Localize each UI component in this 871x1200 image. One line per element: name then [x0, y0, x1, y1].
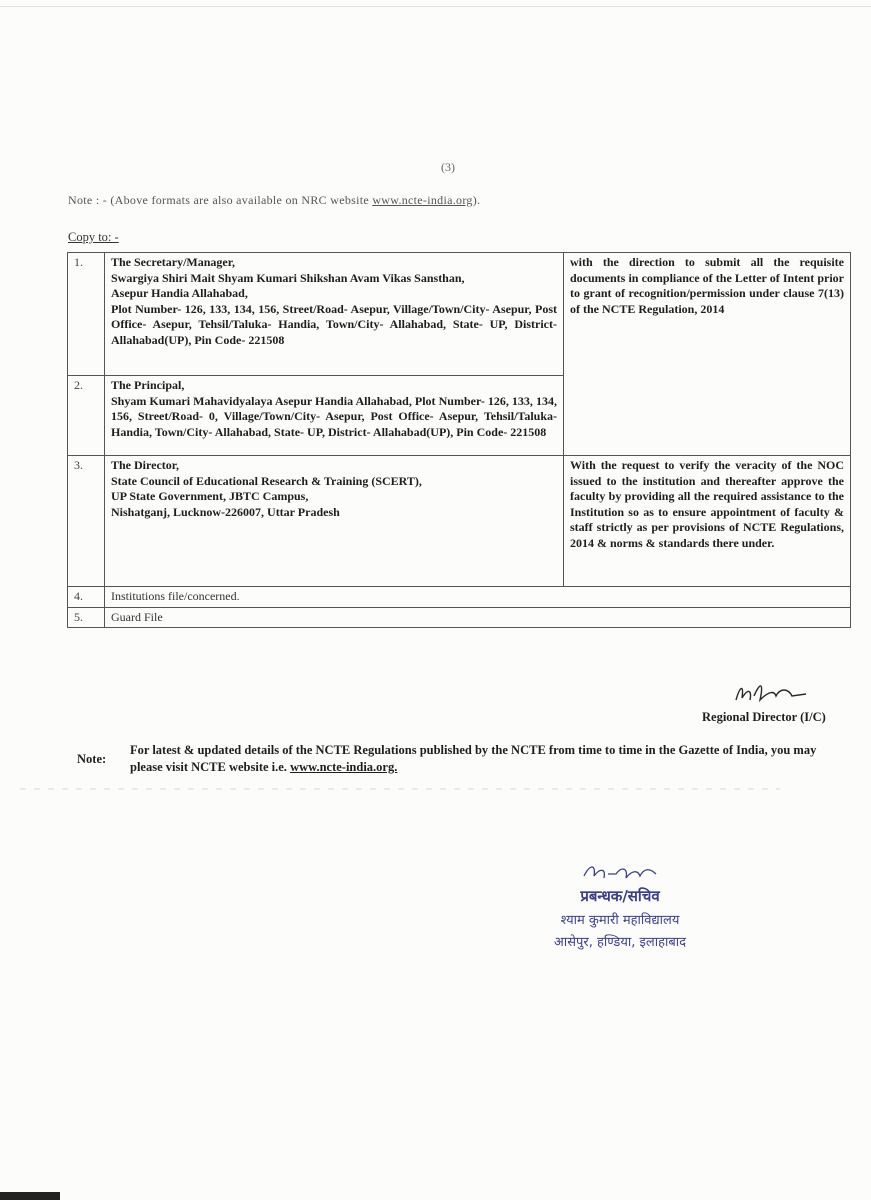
institution-stamp: [520, 860, 720, 950]
recipient-line: Asepur Handia Allahabad,: [111, 286, 248, 301]
stamp-designation: प्रबन्धक/सचिव: [580, 887, 660, 905]
row-number: 2.: [68, 376, 105, 456]
recipient-text: Guard File: [105, 607, 851, 628]
table-row: [68, 607, 851, 628]
handwritten-signature: [730, 678, 810, 708]
table-row: [68, 587, 851, 608]
table-row: [68, 253, 851, 376]
recipient-line: The Secretary/Manager,: [111, 255, 235, 269]
row-number: 5.: [68, 607, 105, 628]
regulations-note: [130, 742, 850, 776]
stamp-address: आसेपुर, हण्डिया, इलाहाबाद: [553, 935, 687, 950]
recipient-line: The Principal,: [111, 378, 185, 392]
recipient-line: Nishatganj, Lucknow-226007, Uttar Pradesh: [111, 504, 340, 519]
nrc-website-link[interactable]: www.ncte-india.org: [372, 193, 473, 207]
ncte-website-link[interactable]: www.ncte-india.org.: [290, 759, 398, 774]
note-label: Note:: [77, 752, 107, 766]
stamp-signature: [580, 860, 660, 886]
recipient-line: UP State Government, JBTC Campus,: [111, 489, 309, 504]
scan-artifact-line: [20, 788, 780, 790]
recipient-address: [105, 456, 564, 587]
recipient-address: [105, 253, 564, 376]
format-note-prefix: Note : - (Above formats are also available on NRC website: [68, 193, 373, 207]
page-number: (3): [441, 160, 455, 174]
direction-cell: With the request to verify the veracity of the NOC issued to the institution and thereafter approve the faculty by providing all the required assistance to the Institution so as to ensure appointment of faculty & staff strictly as per provisions of NCTE Regulations, 2014 & norms & standards there under.: [564, 456, 851, 587]
recipient-address: [105, 376, 564, 456]
copy-to-heading: Copy to: -: [68, 230, 119, 244]
recipient-line: State Council of Educational Research & Training (SCERT),: [111, 473, 422, 488]
regional-director-title: Regional Director (I/C): [702, 710, 826, 724]
row-number: 4.: [68, 587, 105, 608]
format-note-suffix: ).: [472, 193, 481, 207]
stamp-institution: श्याम कुमारी महाविद्यालय: [560, 913, 680, 928]
scan-corner-mark: [0, 1192, 60, 1200]
copy-to-table: [67, 252, 851, 628]
table-row: [68, 456, 851, 587]
scan-edge-line: [0, 6, 871, 7]
regulations-note-text: For latest & updated details of the NCTE Regulations published by the NCTE from time to time in the Gazette of India, you may please visit NCTE website i.e.: [130, 743, 817, 774]
recipient-text: Institutions file/concerned.: [105, 587, 851, 608]
row-number: 3.: [68, 456, 105, 587]
row-number: 1.: [68, 253, 105, 376]
direction-cell: with the direction to submit all the requisite documents in compliance of the Letter of Intent prior to grant of recognition/permission under clause 7(13) of the NCTE Regulation, 2014: [564, 253, 851, 456]
recipient-address-block: Plot Number- 126, 133, 134, 156, Street/Road- Asepur, Village/Town/City- Asepur, Post Office- Asepur, Tehsil/Taluka- Handia, Town/City- Allahabad, State- UP, District- Allahabad(UP), Pin Code- 221508: [111, 301, 557, 347]
recipient-address-block: Shyam Kumari Mahavidyalaya Asepur Handia Allahabad, Plot Number- 126, 133, 134, 156, Street/Road- 0, Village/Town/City- Asepur, Post Office- Asepur, Tehsil/Taluka- Handia, Town/City- Allahabad, State- UP, District- Allahabad(UP), Pin Code- 221508: [111, 393, 557, 439]
format-note: [68, 193, 480, 208]
recipient-line: Swargiya Shiri Mait Shyam Kumari Shikshan Avam Vikas Sansthan,: [111, 270, 465, 285]
recipient-line: The Director,: [111, 458, 179, 472]
